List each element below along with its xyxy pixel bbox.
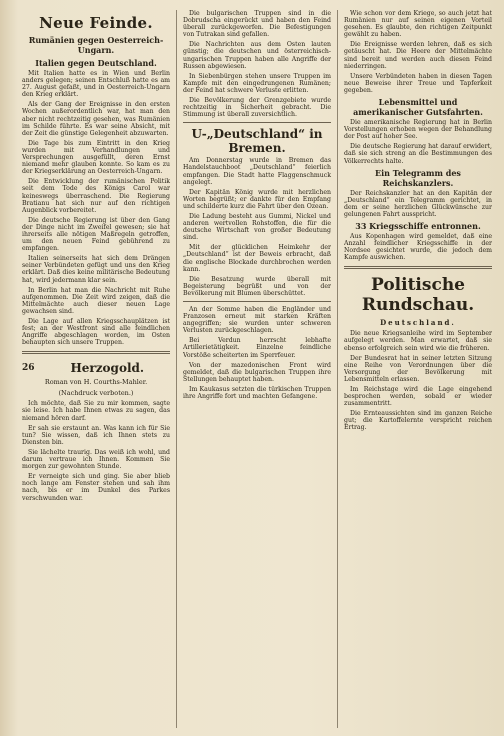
- article-title: Neue Feinde.: [39, 14, 153, 32]
- paragraph: In Berlin hat man die Nachricht mit Ruhe aufgenommen. Die Zeit wird zeigen, daß die Mittelmächte auch dieser neuen Lage gewachsen sind.: [22, 286, 170, 315]
- paragraph: Die Entwicklung der rumänischen Politik seit dem Tode des Königs Carol war keineswegs überraschend. Die Regierung Bratianu hat sich nur auf den richtigen Augenblick vorbereitet.: [22, 178, 170, 214]
- paragraph: Die Besatzung wurde überall mit Begeisterung begrüßt und von der Bevölkerung mit Blumen überschüttet.: [183, 275, 331, 297]
- serial-title: Herzogold.: [70, 361, 145, 376]
- column-left: [22, 10, 177, 728]
- paragraph: Die Nachrichten aus dem Osten lauten günstig; die deutschen und österreichisch-ungarischen Truppen haben alle Angriffe der Russen abgewiesen.: [183, 41, 331, 70]
- paragraph: Die Ernteaussichten sind im ganzen Reiche gut; die Kartoffelernte verspricht reichen Ertrag.: [344, 410, 492, 432]
- paragraph: Mit der glücklichen Heimkehr der „Deutschland“ ist der Beweis erbracht, daß die englische Blockade durchbrochen werden kann.: [183, 244, 331, 273]
- paragraph: Er sah sie erstaunt an. Was kann ich für Sie tun? Sie wissen, daß ich Ihnen stets zu Diensten bin.: [22, 424, 170, 446]
- serial-header: [22, 359, 170, 377]
- paragraph: Die deutsche Regierung hat darauf erwidert, daß sie sich streng an die Bestimmungen des Völkerrechts halte.: [344, 143, 492, 165]
- section-title: Politische Rundschau.: [361, 275, 475, 316]
- paragraph: Italien seinerseits hat sich dem Drängen seiner Verbündeten gefügt und uns den Krieg erklärt. Daß dies keine militärische Bedeutung hat, wird jedermann klar sein.: [22, 255, 170, 284]
- reprint-note: (Nachdruck verboten.): [58, 389, 134, 398]
- divider: [183, 301, 331, 302]
- paragraph: An der Somme haben die Engländer und Franzosen erneut mit starken Kräften angegriffen; sie wurden unter schweren Verlusten zurückgeschlagen.: [183, 306, 331, 335]
- divider: [22, 351, 170, 354]
- divider: [183, 122, 331, 123]
- column-right: [344, 10, 492, 728]
- paragraph: Die Lage auf allen Kriegsschauplätzen ist fest; an der Westfront sind alle feindlichen Angriffe abgeschlagen worden, im Osten behaupten sich unsere Truppen.: [22, 318, 170, 347]
- section-heading: Ein Telegramm des Reichskanzlers.: [375, 167, 461, 188]
- paragraph: Wie schon vor dem Kriege, so auch jetzt hat Rumänien nur auf seinen eigenen Vorteil gesehen. Es glaubte, den richtigen Zeitpunkt gewählt zu haben.: [344, 10, 492, 39]
- serial-number: 26: [22, 363, 35, 374]
- article-subtitle: Italien gegen Deutschland.: [35, 58, 157, 68]
- paragraph: Die Bevölkerung der Grenzgebiete wurde rechtzeitig in Sicherheit gebracht. Die Stimmung ist überall zuversichtlich.: [183, 97, 331, 119]
- paragraph: Im Kaukasus setzten die türkischen Truppen ihre Angriffe fort und machten Gefangene.: [183, 385, 331, 401]
- paragraph: Die amerikanische Regierung hat in Berlin Vorstellungen erhoben wegen der Behandlung der Post auf hoher See.: [344, 119, 492, 141]
- paragraph: Sie lächelte traurig. Das weiß ich wohl, und darum vertraue ich Ihnen. Kommen Sie morgen zur gewohnten Stunde.: [22, 448, 170, 471]
- paragraph: Bei Verdun herrscht lebhafte Artillerietätigkeit. Einzelne feindliche Vorstöße scheiterten im Sperrfeuer.: [183, 337, 331, 359]
- paragraph: Die Ladung besteht aus Gummi, Nickel und anderen wertvollen Rohstoffen, die für die deutsche Wirtschaft von großer Bedeutung sind.: [183, 212, 331, 242]
- paragraph: Im Reichstage wird die Lage eingehend besprochen werden, sobald er wieder zusammentritt.: [344, 386, 492, 408]
- paragraph: Aus Kopenhagen wird gemeldet, daß eine Anzahl feindlicher Kriegsschiffe in der Nordsee gesichtet wurde, die jedoch dem Kampfe auswichen.: [344, 232, 492, 262]
- paragraph: Am Donnerstag wurde in Bremen das Handelstauchboot „Deutschland“ feierlich empfangen. Die Stadt hatte Flaggenschmuck angelegt.: [183, 157, 331, 186]
- paragraph: Mit Italien hatte es in Wien und Berlin anders gelegen; seinen Entschluß hatte es am 27. August gefaßt, und in Oesterreich-Ungarn den Krieg erklärt.: [22, 70, 170, 99]
- paragraph: Der Reichskanzler hat an den Kapitän der „Deutschland“ ein Telegramm gerichtet, in dem er seine herzlichen Glückwünsche zur gelungenen Fahrt ausspricht.: [344, 189, 492, 218]
- paragraph: Die deutsche Regierung ist über den Gang der Dinge nicht im Zweifel gewesen; sie hat ihrerseits alle nötigen Maßregeln getroffen, um den neuen Feind gebührend zu empfangen.: [22, 216, 170, 253]
- paragraph: Die bulgarischen Truppen sind in die Dobrudscha eingerückt und haben den Feind überall zurückgeworfen. Die Befestigungen von Tutrakan sind gefallen.: [183, 10, 331, 39]
- paragraph: Ich möchte, daß Sie zu mir kommen, sagte sie leise. Ich habe Ihnen etwas zu sagen, das niemand hören darf.: [22, 400, 170, 422]
- section-heading: Lebensmittel und amerikanischer Gutsfahrten.: [353, 97, 483, 118]
- paragraph: Die Ereignisse werden lehren, daß es sich getäuscht hat. Die Heere der Mittelmächte sind bereit und werden auch diesen Feind niederringen.: [344, 41, 492, 70]
- section-heading: 33 Kriegsschiffe entronnen.: [355, 220, 481, 231]
- paragraph: Die Tage bis zum Eintritt in den Krieg wurden mit Verhandlungen und Versprechungen ausgefüllt, deren Ernst niemand mehr glauben konnte. So kam es zu der Kriegserklärung an Oesterreich-Ungarn.: [22, 139, 170, 176]
- paragraph: Er verneigte sich und ging. Sie aber blieb noch lange am Fenster stehen und sah ihm nach, bis er im Dunkel des Parkes verschwunden war.: [22, 473, 170, 502]
- paragraph: Als der Gang der Ereignisse in den ersten Wochen außerordentlich war, hat man den aber nicht rechtzeitig gesehen, was Rumänien im Schilde führte. Es war seine Absicht, mit der Zeit die günstige Gelegenheit abzuwarten.: [22, 101, 170, 137]
- section-subtitle: Deutschland.: [380, 318, 456, 328]
- byline: Roman von H. Courths-Mahler.: [44, 378, 148, 387]
- column-middle: [183, 10, 338, 728]
- paragraph: In Siebenbürgen stehen unsere Truppen im Kampfe mit den eingedrungenen Rumänen; der Feind hat schwere Verluste erlitten.: [183, 72, 331, 94]
- paragraph: Von der mazedonischen Front wird gemeldet, daß die bulgarischen Truppen ihre Stellungen behauptet haben.: [183, 361, 331, 383]
- article-title: U-„Deutschland“ in Bremen.: [191, 127, 323, 156]
- paragraph: Unsere Verbündeten haben in diesen Tagen neue Beweise ihrer Treue und Tapferkeit gegeben.: [344, 72, 492, 94]
- paragraph: Die neue Kriegsanleihe wird im September aufgelegt werden. Man erwartet, daß sie ebenso erfolgreich sein wird wie die früheren.: [344, 330, 492, 352]
- article-subtitle: Rumänien gegen Oesterreich-Ungarn.: [28, 35, 164, 55]
- paragraph: Der Kapitän König wurde mit herzlichen Worten begrüßt; er dankte für den Empfang und schilderte kurz die Fahrt über den Ozean.: [183, 188, 331, 210]
- paragraph: Der Bundesrat hat in seiner letzten Sitzung eine Reihe von Verordnungen über die Versorgung der Bevölkerung mit Lebensmitteln erlassen.: [344, 354, 492, 383]
- divider: [344, 266, 492, 269]
